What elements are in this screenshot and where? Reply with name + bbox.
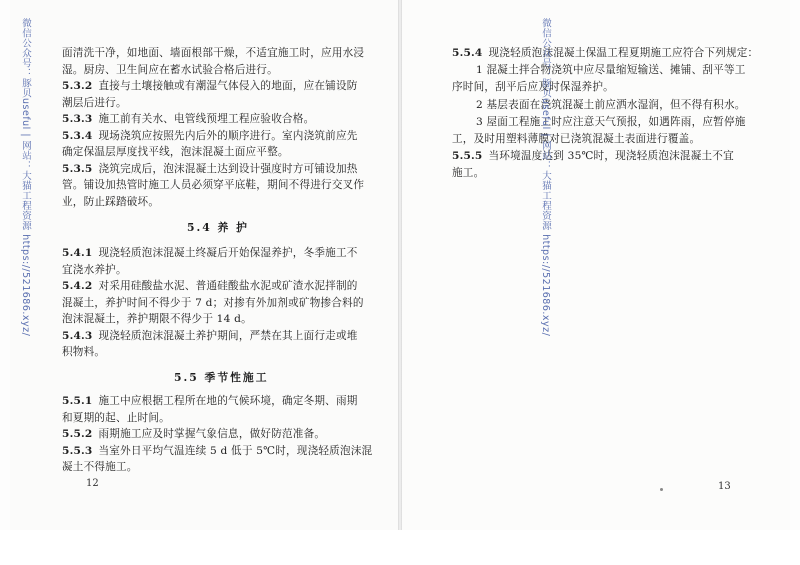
line-text: 面清洗干净，如地面、墙面根部干燥，不适宜施工时，应用水浸 xyxy=(62,47,365,59)
line-text: 潮层后进行。 xyxy=(62,96,127,109)
line-text: 施工。 xyxy=(452,167,485,180)
line-text: 凝土不得施工。 xyxy=(62,461,138,473)
text-line xyxy=(452,78,614,96)
text-line xyxy=(62,310,252,328)
line-text: 施工中应根据工程所在地的气候环境，确定冬期、雨期 xyxy=(98,395,358,407)
clause-number: 5.3.5 xyxy=(62,162,93,175)
clause-line xyxy=(62,327,358,345)
line-text: 现浇轻质泡沫混凝土保温工程夏期施工应符合下列规定： xyxy=(488,47,759,59)
clause-number: 5.5.3 xyxy=(62,444,93,457)
clause-number: 5.4.1 xyxy=(62,247,93,259)
clause-line xyxy=(62,244,358,262)
text-line xyxy=(62,176,364,194)
watermark-right: 微信公众号：豚贝useful | 网站：大猫工程资源 https://521686.xyz/ xyxy=(540,18,551,337)
text-line xyxy=(62,343,105,361)
clause-number: 5.3.3 xyxy=(62,113,93,125)
page-number-right: 13 xyxy=(718,481,731,492)
line-text: 1 混凝土拌合物浇筑中应尽量缩短输送、摊铺、刮平等工 xyxy=(476,64,746,77)
scan-speck xyxy=(660,488,663,491)
text-line xyxy=(62,261,127,279)
text-line xyxy=(62,193,159,211)
clause-line xyxy=(62,277,358,295)
line-text: 工，及时用塑料薄膜对已浇筑混凝土表面进行覆盖。 xyxy=(452,133,701,145)
clause-line xyxy=(62,127,358,145)
clause-number: 5.5.5 xyxy=(452,150,483,163)
section-heading-5-4: 5.4 养 护 xyxy=(187,221,249,234)
clause-line xyxy=(62,425,325,443)
line-text: 泡沫混凝土，养护期限不得少于 14 d。 xyxy=(62,313,252,325)
clause-number: 5.4.2 xyxy=(62,280,93,292)
clause-line xyxy=(62,77,358,95)
watermark-left: 微信公众号：豚贝useful | 网站：大猫工程资源 https://521686.xyz/ xyxy=(20,18,31,337)
clause-line xyxy=(62,160,358,178)
clause-line xyxy=(62,392,358,410)
text-line xyxy=(62,44,364,62)
line-text: 雨期施工应及时掌握气象信息，做好防范准备。 xyxy=(98,428,326,440)
text-line xyxy=(476,96,746,114)
clause-line xyxy=(62,110,314,128)
section-heading-5-5: 5.5 季节性施工 xyxy=(174,371,269,384)
line-text: 序时间，刮平后应及时保湿养护。 xyxy=(452,81,614,94)
text-line xyxy=(62,409,170,427)
clause-number: 5.5.1 xyxy=(62,395,93,407)
line-text: 确定保温层厚度找平线，泡沫混凝土面应平整。 xyxy=(62,146,289,158)
text-line xyxy=(452,130,700,148)
clause-line xyxy=(62,442,372,460)
clause-number: 5.5.4 xyxy=(452,47,483,59)
line-text: 湿。厨房、卫生间应在蓄水试验合格后进行。 xyxy=(62,63,278,76)
text-line xyxy=(476,113,746,131)
line-text: 浇筑完成后，泡沫混凝土达到设计强度时方可铺设加热 xyxy=(98,162,358,175)
line-text: 当室外日平均气温连续 5 d 低于 5℃时，现浇轻质泡沫混 xyxy=(98,444,373,457)
text-line xyxy=(476,61,746,79)
page-number-left: 12 xyxy=(86,478,99,489)
scan-margin xyxy=(0,530,800,565)
clause-line xyxy=(452,44,758,62)
clause-number: 5.4.3 xyxy=(62,329,93,342)
line-text: 3 屋面工程施工时应注意天气预报，如遇阵雨，应暂停施 xyxy=(476,115,746,128)
line-text: 直接与土壤接触或有潮湿气体侵入的地面，应在铺设防 xyxy=(98,80,358,92)
line-text: 积物料。 xyxy=(62,346,106,358)
clause-number: 5.5.2 xyxy=(62,428,93,440)
line-text: 管。铺设加热管时施工人员必须穿平底鞋，期间不得进行交叉作 xyxy=(62,179,365,191)
text-line xyxy=(62,143,289,161)
line-text: 2 基层表面在浇筑混凝土前应洒水湿润，但不得有积水。 xyxy=(476,98,746,111)
clause-line xyxy=(452,147,734,165)
line-text: 对采用硅酸盐水泥、普通硅酸盐水泥或矿渣水泥拌制的 xyxy=(98,280,358,292)
line-text: 现浇轻质泡沫混凝土养护期间，严禁在其上面行走或堆 xyxy=(98,329,358,342)
line-text: 现浇轻质泡沫混凝土终凝后开始保湿养护，冬季施工不 xyxy=(98,247,358,259)
line-text: 当环境温度达到 35℃时，现浇轻质泡沫混凝土不宜 xyxy=(488,150,734,163)
clause-number: 5.3.4 xyxy=(62,129,93,142)
text-line xyxy=(62,61,278,79)
line-text: 混凝土，养护时间不得少于 7 d；对掺有外加剂或矿物掺合料的 xyxy=(62,296,364,309)
line-text: 和夏期的起、止时间。 xyxy=(62,411,170,424)
line-text: 业，防止踩踏破坏。 xyxy=(62,195,160,208)
line-text: 施工前有关水、电管线预埋工程应验收合格。 xyxy=(98,113,315,125)
text-line xyxy=(62,294,364,312)
text-line xyxy=(452,164,484,182)
line-text: 宜浇水养护。 xyxy=(62,263,127,276)
text-line xyxy=(62,458,138,476)
line-text: 现场浇筑应按照先内后外的顺序进行。室内浇筑前应先 xyxy=(98,129,358,142)
clause-number: 5.3.2 xyxy=(62,80,93,92)
text-line xyxy=(62,94,127,112)
